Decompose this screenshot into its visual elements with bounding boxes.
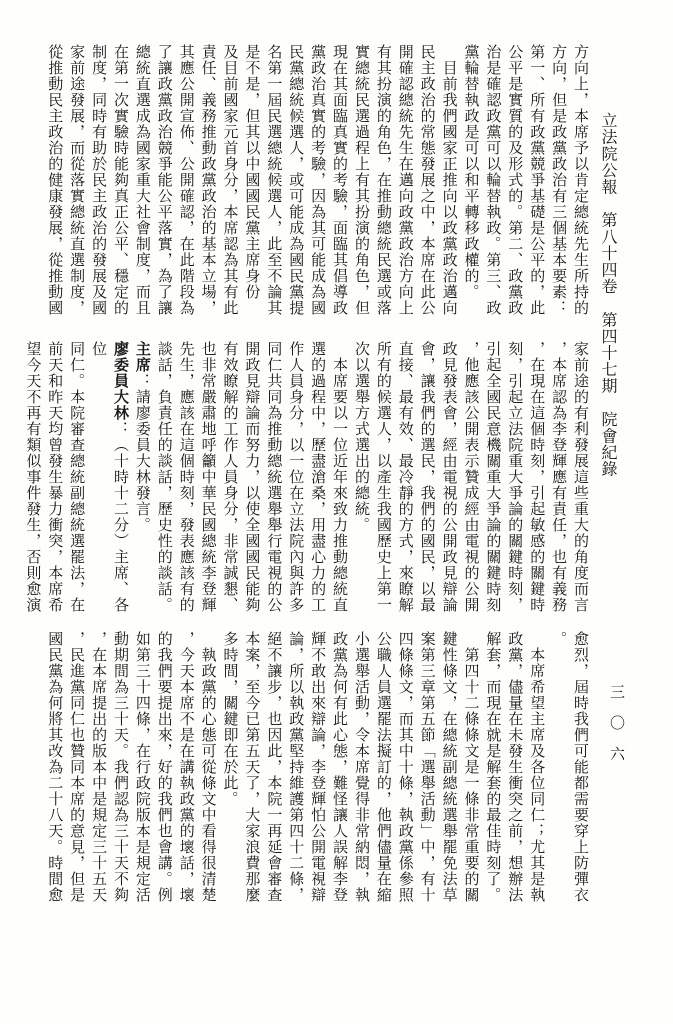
text-band-bottom	[44, 631, 591, 903]
text-column: 本席要以一位近年來致力推動總統直	[331, 341, 350, 613]
text-column: ，民進黨同仁也贊同本席的意見，但是	[68, 631, 87, 903]
text-column: 總統直選成為國家重大社會制度，而且	[133, 44, 152, 316]
text-column: 絕不讓步，也因此，本院一再延會審查	[265, 631, 284, 903]
text-column: 民黨總統候選人，或可能成為國民黨提	[287, 44, 306, 316]
text-column: 也非常嚴肅地呼籲中華民國總統李登輝	[199, 341, 218, 613]
text-column: 政黨為何有此心態，難怪讓人誤解李登	[331, 631, 350, 903]
text-column: 第四十二條條文是一條非常重要的關	[462, 631, 481, 903]
text-column: 公平是實質的及形式的。第二、政黨政	[506, 44, 525, 316]
text-column: 方向上，本席予以肯定總統先生所持的	[572, 44, 590, 316]
text-column: 現在其面臨真實的考驗，面臨其倡導政	[331, 44, 350, 316]
text-column: 談話，負責任的談話，歷史性的談話。	[155, 341, 174, 613]
text-column: 治是確認政黨可以輪替執政。第三、政	[484, 44, 503, 316]
text-column: 執政黨的心態可從條文中看得很清楚	[199, 631, 218, 903]
text-column: 方向，但是政黨政治有三個基本要素：	[550, 44, 569, 316]
text-column: 引起全國民意機關重大爭論的關鍵時刻	[484, 341, 503, 613]
text-column: 會，讓我們的選民，我們的國民，以最	[418, 341, 437, 613]
text-column: 鍵性條文，在總統副總統選舉罷免法草	[440, 631, 459, 903]
text-column: 政見發表會，經由電視的公開政見辯論	[440, 341, 459, 613]
text-column: 實總統民選過程上有其扮演的角色，但	[352, 44, 371, 316]
text-column: 名第一屆民選總統候選人，此至不論其	[265, 44, 284, 316]
text-column: 是不是，但其以中國國民黨主席身份	[243, 44, 262, 300]
text-band-top	[44, 44, 591, 316]
text-column: 先生，應該在這個時刻，發表應該有的	[177, 341, 196, 613]
text-band-middle	[24, 341, 591, 613]
text-column: 四條條文，而其中十條，執政黨係參照	[396, 631, 415, 903]
text-column: ，在本席提出的版本中是規定三十五天	[90, 631, 109, 903]
text-column: 如第三十四條，在行政院版本是規定活	[133, 631, 152, 903]
text-column: 望今天不再有類似事件發生，否則愈演	[24, 341, 43, 613]
text-column: 。	[550, 631, 569, 647]
text-column: 了讓政黨政治競爭能公平落實，為了讓	[155, 44, 174, 316]
text-column: 刻，引起立法院重大爭論的關鍵時刻，	[506, 341, 525, 613]
text-column: 在第一次實驗時能夠真正公平、穩定的	[111, 44, 130, 316]
text-column: 家前途的有利發展這些重大的角度而言	[572, 341, 590, 613]
text-column: ，本席認為李登輝應有責任，也有義務	[550, 341, 569, 613]
text-column: 主席：請廖委員大林發言。	[133, 341, 152, 533]
text-column: 從推動民主政治的健康發展，從推動國	[46, 44, 65, 316]
page-number: 三〇六	[608, 684, 626, 777]
text-column: 目前我們國家正推向以政黨政治邁向	[440, 44, 459, 316]
text-column: 國民黨為何將其改為二十八天。時間愈	[46, 631, 65, 903]
text-column: 黨輪替執政是可以和平轉移政權的。	[462, 44, 481, 300]
text-column: 本席希望主席及各位同仁；尤其是執	[528, 631, 547, 903]
text-column: 輝不敢出來辯論，李登輝怕公開電視辯	[309, 631, 328, 903]
text-column: 第一、所有政黨競爭基礎是公平的，此	[528, 44, 547, 316]
text-column: ，他應該公開表示贊成經由電視的公開	[462, 341, 481, 613]
text-column: 開政見辯論而努力，以使全國國民能夠	[243, 341, 262, 613]
text-column: 黨政治真實的考驗，因為其可能成為國	[309, 44, 328, 316]
text-column: 廖委員大林：（十時十二分）主席、各位	[90, 341, 130, 613]
text-column: 論，所以執政黨堅持維護第四十二條，	[287, 631, 306, 903]
text-column: 動期間為三十天。我們認為三十天不夠	[111, 631, 130, 903]
text-column: 多時間，關鍵即在於此。	[221, 631, 240, 807]
text-column: 家前途發展，而從落實總統直選制度，	[68, 44, 87, 316]
text-column: 有效瞭解的工作人員身分，非常誠懇、	[221, 341, 240, 613]
text-column: 開確認總統先生在邁向政黨政治方向上	[396, 44, 415, 316]
text-column: 同仁。本院審查總統副總統選罷法，在	[68, 341, 87, 613]
text-column: 及目前國家元首身分，本席認為其有此	[221, 44, 240, 316]
text-column: 直接、最有效、最冷靜的方式，來瞭解	[396, 341, 415, 613]
text-column: ，在現在這個時刻，引起敏感的關鍵時	[528, 341, 547, 613]
text-column: 次以選舉方式選出的總統。	[352, 341, 371, 533]
text-column: 有其扮演的角色，在推動總統民選或落	[374, 44, 393, 316]
text-column: 同仁共同為推動總統選舉舉行電視的公	[265, 341, 284, 613]
text-column: 小選舉活動，令本席覺得非常納悶，執	[352, 631, 371, 903]
text-column: 前天和昨天均曾發生暴力衝突，本席希	[46, 341, 65, 613]
text-column: 本案，至今已第五天了，大家浪費那麼	[243, 631, 262, 903]
text-column: 案第三章第五節「選舉活動」中，有十	[418, 631, 437, 903]
text-column: 作人員身分，以一位在立法院內與許多	[287, 341, 306, 613]
text-column: 愈烈，屆時我們可能都需要穿上防彈衣	[572, 631, 590, 903]
text-column: ，今天本席不是在講執政黨的壞話，壞	[177, 631, 196, 903]
text-column: 解套，而現在就是解套的最佳時刻了。	[484, 631, 503, 903]
text-column: 的我們要提出來，好的我們也會講。例	[155, 631, 174, 903]
text-column: 政黨，儘量在未發生衝突之前，想辦法	[506, 631, 525, 903]
text-column: 公職人員選罷法擬訂的，他們儘量在縮	[374, 631, 393, 903]
text-column: 民主政治的常態發展之中，本席在此公	[418, 44, 437, 316]
text-column: 所有的候選人，以產生我國歷史上第一	[374, 341, 393, 613]
text-column: 責任、義務推動政黨政治的基本立場，	[199, 44, 218, 316]
page-header: 立法院公報 第八十四卷 第四十七期 院會紀錄	[599, 112, 618, 478]
text-column: 其應公開宣佈、公開確認，在此階段為	[177, 44, 196, 316]
text-column: 制度，同時有助於民主政治的發展及國	[90, 44, 109, 316]
text-column: 選的過程中，歷盡滄桑，用盡心力的工	[309, 341, 328, 613]
